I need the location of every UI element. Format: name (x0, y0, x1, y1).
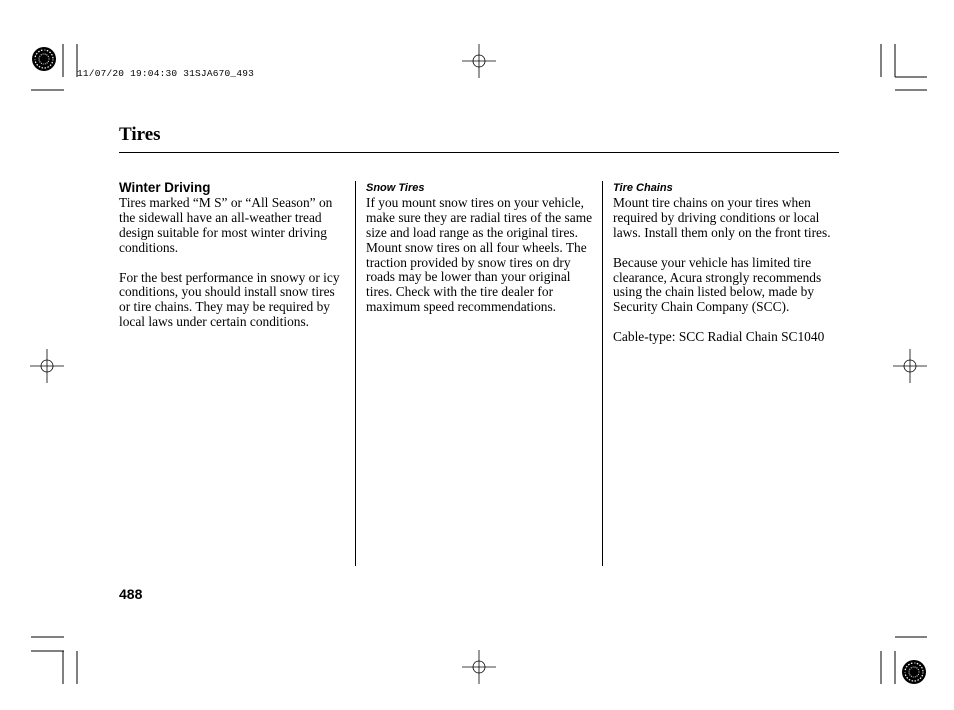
paragraph: Because your vehicle has limited tire clearance, Acura strongly recommends using the chain listed below, made by Security Chain Company (SCC). (613, 254, 822, 315)
paragraph: Mount tire chains on your tires when required by driving conditions or local laws. Install them only on the front tires. (613, 194, 831, 240)
paragraph: Cable-type: SCC Radial Chain SC1040 (613, 329, 825, 345)
page-number: 488 (119, 586, 143, 602)
paragraph: If you mount snow tires on your vehicle, make sure they are radial tires of the same size and load range as the original tires. Mount snow tires on all four wheels. The traction provided by snow tires on dry roads may be lower than your original tires. Check with the tire dealer for maximum speed recommendations. (366, 194, 593, 315)
section-heading: Snow Tires (366, 182, 425, 194)
page-title: Tires (119, 124, 161, 145)
column-winter-driving (119, 181, 347, 330)
registration-target-icon (32, 47, 56, 71)
section-heading: Tire Chains (613, 182, 673, 194)
paragraph: Tires marked “M S” or “All Season” on the sidewall have an all-weather tread design suitable for most winter driving conditions. (119, 194, 333, 255)
column-tire-chains (613, 181, 841, 345)
column-divider (602, 181, 603, 566)
paragraph: For the best performance in snowy or icy conditions, you should install snow tires or tire chains. They may be required by local laws under certain conditions. (119, 269, 340, 330)
section-heading: Winter Driving (119, 180, 211, 195)
title-rule (119, 152, 839, 153)
column-divider (355, 181, 356, 566)
print-stamp: 11/07/20 19:04:30 31SJA670_493 (77, 68, 255, 79)
registration-target-icon (902, 660, 926, 684)
column-snow-tires (366, 181, 594, 315)
